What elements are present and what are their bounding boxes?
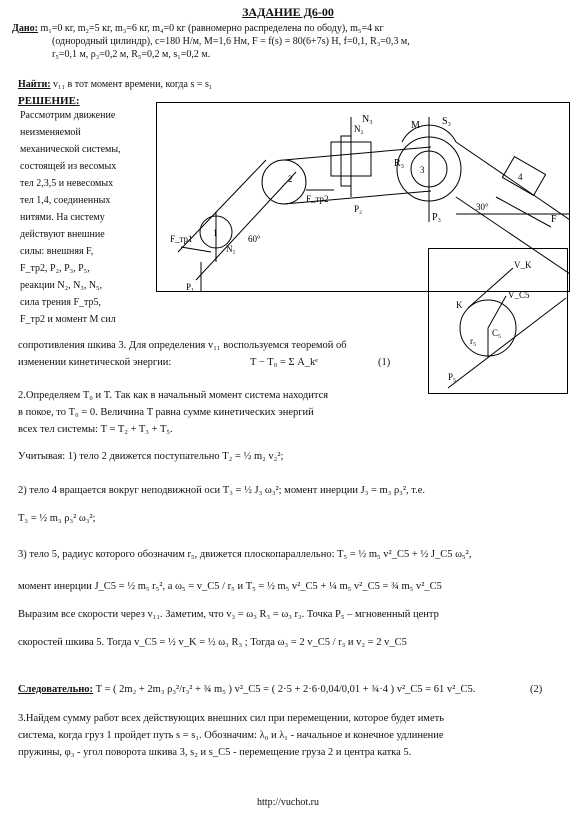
arrow-vk	[468, 268, 513, 308]
label-body-1: 1	[213, 228, 218, 238]
label-r3: R₃	[394, 158, 405, 169]
left-col-4: тел 2,3,5 и невесомых	[20, 178, 114, 189]
find-text: v₁₁ в тот момент времени, когда s = s₁	[53, 79, 213, 90]
para-6b: скоростей шкива 5. Тогда v_C5 = ½ v_K = ½ ω₃ R₃ ; Тогда ω₃ = 2 v_C5 / r₃ и v₂ = 2 v_C5	[18, 637, 407, 648]
para-1a: сопротивления шкива 3. Для определения v₁₁ воспользуемся теоремой об	[18, 340, 347, 351]
label-angle-30: 30°	[476, 202, 489, 212]
left-col-3: состоящей из весомых	[20, 161, 117, 172]
solution-label: РЕШЕНИЕ:	[18, 95, 80, 107]
label-k: K	[456, 300, 463, 310]
block-4	[502, 157, 545, 196]
left-col-1: неизменяемой	[20, 127, 81, 138]
label-vc5: V_C5	[508, 290, 530, 300]
para-7a: 3.Найдем сумму работ всех действующих внешних сил при перемещении, которое будет иметь	[18, 713, 444, 724]
equation-1-number: (1)	[378, 357, 391, 368]
label-n1: N₁	[226, 244, 236, 254]
label-ftp1: F_тр1	[170, 234, 193, 244]
equation-1: T − T₀ = Σ A_kᵉ	[250, 357, 318, 368]
label-p1: P₁	[186, 282, 195, 292]
label-s3: S₃	[442, 116, 452, 127]
para-7c: пружины, φ₃ - угол поворота шкива 3, s₂ и s_C5 - перемещение груза 2 и центра катка 5.	[18, 747, 412, 758]
label-m: M	[411, 120, 420, 131]
incline-left	[196, 172, 296, 280]
left-col-12: F_тр2 и момент M сил	[20, 314, 116, 325]
left-col-2: механической системы,	[20, 144, 121, 155]
left-col-0: Рассмотрим движение	[20, 110, 116, 121]
para-7b: система, когда груз 1 пройдет путь s = s₁. Обозначим: λ₀ и λ₁ - начальное и конечное удлинение	[18, 730, 444, 741]
label-r5: r₅	[470, 336, 477, 346]
para-3: Учитывая: 1) тело 2 движется поступательно T₂ = ½ m₂ v₂²;	[18, 451, 284, 462]
para-4b: T₃ = ½ m₃ ρ₃² ω₃²;	[18, 513, 96, 524]
given-line-1	[12, 23, 384, 35]
label-c5: C₅	[492, 328, 502, 338]
label-p2: P₂	[354, 204, 363, 214]
label-body-3: 3	[420, 165, 425, 175]
left-col-7: действуют внешние	[20, 229, 105, 240]
label-p5: P₅	[448, 372, 457, 382]
given-text-1: m₁=0 кг, m₂=5 кг, m₃=6 кг, m₄=0 кг (равномерно распределена по ободу), m₅=4 кг	[40, 23, 384, 34]
left-col-5: тел 1,4, соединенных	[20, 195, 111, 206]
para-2b: в покое, то T₀ = 0. Величина T равна сумме кинетических энергий	[18, 407, 314, 418]
result-line	[18, 683, 475, 696]
cylinder-inset-diagram	[428, 248, 568, 394]
thread-top	[284, 147, 431, 160]
given-label: Дано:	[12, 23, 38, 34]
result-label: Следовательно:	[18, 684, 94, 695]
label-vk: V_K	[514, 260, 532, 270]
label-body-2: 2	[288, 174, 293, 184]
para-1b: изменении кинетической энергии:	[18, 357, 172, 368]
label-angle-60: 60°	[248, 234, 261, 244]
label-n2: N₂	[354, 124, 364, 134]
label-n3: N₃	[362, 114, 373, 125]
left-col-9: F_тр2, P₂, P₃, P₅,	[20, 263, 90, 274]
given-line-3: r₅=0,1 м, ρ₃=0,2 м, R₅=0,2 м, s₁=0,2 м.	[52, 49, 211, 60]
given-line-2: (однородный цилиндр), c=180 Н/м, M=1,6 Нм, F = f(s) = 80(6+7s) Н, f=0,1, R₃=0,3 м,	[52, 36, 410, 47]
block-2-post	[341, 136, 351, 186]
para-2a: 2.Определяем T₀ и T. Так как в начальный момент система находится	[18, 390, 329, 401]
left-col-8: силы: внешняя F,	[20, 246, 94, 257]
left-col-10: реакции N₂, N₃, N₅,	[20, 280, 103, 291]
find-label: Найти:	[18, 79, 51, 90]
label-p3: P₃	[432, 212, 442, 223]
result-number: (2)	[530, 684, 543, 695]
label-f: F	[551, 214, 557, 225]
left-col-6: нитями. На систему	[20, 212, 105, 223]
result-formula: T = ( 2m₂ + 2m₃ ρ₃²/r₃² + ¾ m₅ ) v²_C5 = ( 2·5 + 2·6·0,04/0,01 + ¾·4 ) v²_C5 = 61 v²_C5.	[95, 684, 476, 695]
footer-url[interactable]: http://vuchot.ru	[257, 797, 319, 808]
label-ftp2: F_тр2	[306, 194, 329, 204]
find-line	[18, 79, 212, 91]
page-title: ЗАДАНИЕ Д6-00	[242, 5, 334, 19]
pulley-2	[262, 160, 306, 204]
arrow-ftp1	[181, 247, 211, 252]
left-col-11: сила трения F_тр5,	[20, 297, 102, 308]
para-5a: 3) тело 5, радиус которого обозначим r₅, движется плоскопараллельно: T₅ = ½ m₅ v²_C5 + ½ J_C5 ω₅²,	[18, 549, 472, 560]
para-6a: Выразим все скорости через v₁₁. Заметим, что v₃ = ω₃ R₃ = ω₃ r₃. Точка P₅ – мгновенный центр	[18, 609, 439, 620]
para-2c: всех тел системы: T = T₂ + T₃ + T₅.	[18, 424, 173, 435]
arrow-vc5	[488, 296, 506, 328]
para-5b: момент инерции J_C5 = ½ m₅ r₅², а ω₅ = v_C5 / r₅ и T₅ = ½ m₅ v²_C5 + ¼ m₅ v²_C5 = ¾ m₅ v²_C5	[18, 581, 442, 592]
para-4a: 2) тело 4 вращается вокруг неподвижной оси T₃ = ½ J₃ ω₃²; момент инерции J₃ = m₃ ρ₃², т.е.	[18, 485, 426, 496]
label-body-4: 4	[518, 172, 523, 182]
